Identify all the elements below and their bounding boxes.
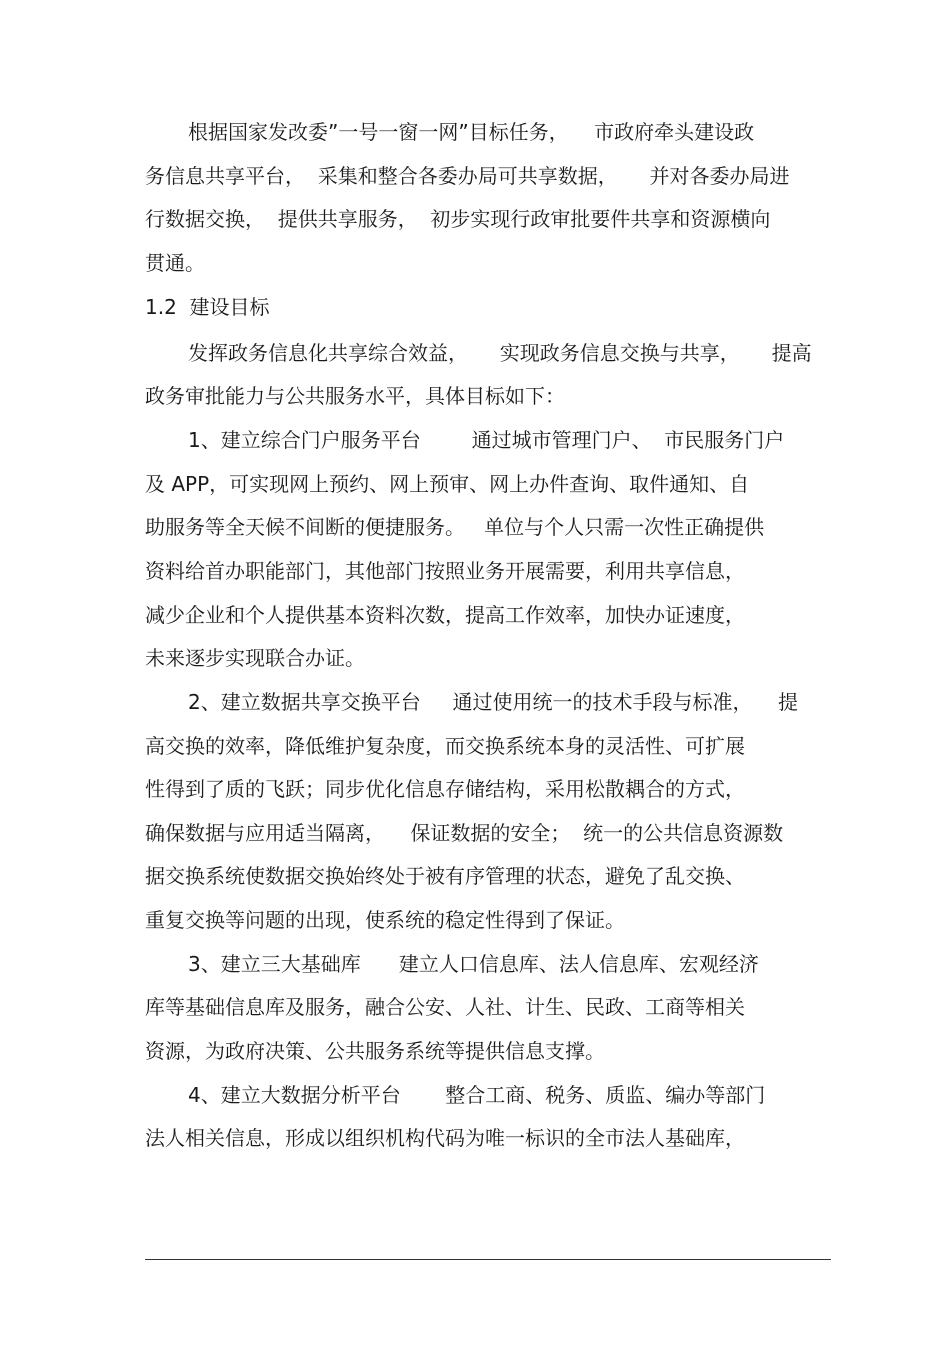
paragraph-line: 重复交换等问题的出现，使系统的稳定性得到了保证。	[145, 908, 625, 932]
paragraph-line: 助服务等全天候不间断的便捷服务。 单位与个人只需一次性正确提供	[145, 515, 765, 539]
list-item-heading: 3、建立三大基础库 建立人口信息库、法人信息库、宏观经济	[188, 952, 759, 976]
paragraph-line: 行数据交换， 提供共享服务， 初步实现行政审批要件共享和资源横向	[145, 207, 771, 231]
paragraph-line: 未来逐步实现联合办证。	[145, 646, 365, 670]
paragraph-line: 贯通。	[145, 251, 205, 275]
list-item-heading: 1、建立综合门户服务平台 通过城市管理门户、 市民服务门户	[188, 428, 785, 452]
paragraph-line: 减少企业和个人提供基本资料次数，提高工作效率，加快办证速度，	[145, 603, 745, 627]
paragraph-line: 根据国家发改委”一号一窗一网”目标任务， 市政府牵头建设政	[188, 120, 755, 144]
paragraph-line: 高交换的效率，降低维护复杂度，而交换系统本身的灵活性、可扩展	[145, 734, 745, 758]
list-item-heading: 4、建立大数据分析平台 整合工商、税务、质监、编办等部门	[188, 1083, 766, 1107]
paragraph-line: 确保数据与应用适当隔离， 保证数据的安全； 统一的公共信息资源数	[145, 821, 784, 845]
paragraph-line: 资源，为政府决策、公共服务系统等提供信息支撑。	[145, 1039, 605, 1063]
section-heading: 1.2 建设目标	[145, 295, 270, 319]
paragraph-line: 库等基础信息库及服务，融合公安、人社、计生、民政、工商等相关	[145, 995, 745, 1019]
paragraph-line: 政务审批能力与公共服务水平，具体目标如下：	[145, 384, 565, 408]
paragraph-line: 性得到了质的飞跃；同步优化信息存储结构，采用松散耦合的方式，	[145, 777, 745, 801]
paragraph-line: 务信息共享平台， 采集和整合各委办局可共享数据， 并对各委办局进	[145, 164, 790, 188]
paragraph-line: 资料给首办职能部门，其他部门按照业务开展需要，利用共享信息，	[145, 559, 745, 583]
paragraph-line: 及 APP，可实现网上预约、网上预审、网上办件查询、取件通知、自	[145, 472, 750, 496]
list-item-heading: 2、建立数据共享交换平台 通过使用统一的技术手段与标准， 提	[188, 690, 798, 714]
paragraph-line: 法人相关信息，形成以组织机构代码为唯一标识的全市法人基础库，	[145, 1126, 745, 1150]
footer-divider	[145, 1259, 831, 1260]
paragraph-line: 据交换系统使数据交换始终处于被有序管理的状态，避免了乱交换、	[145, 864, 745, 888]
paragraph-line: 发挥政务信息化共享综合效益， 实现政务信息交换与共享， 提高	[188, 341, 812, 365]
